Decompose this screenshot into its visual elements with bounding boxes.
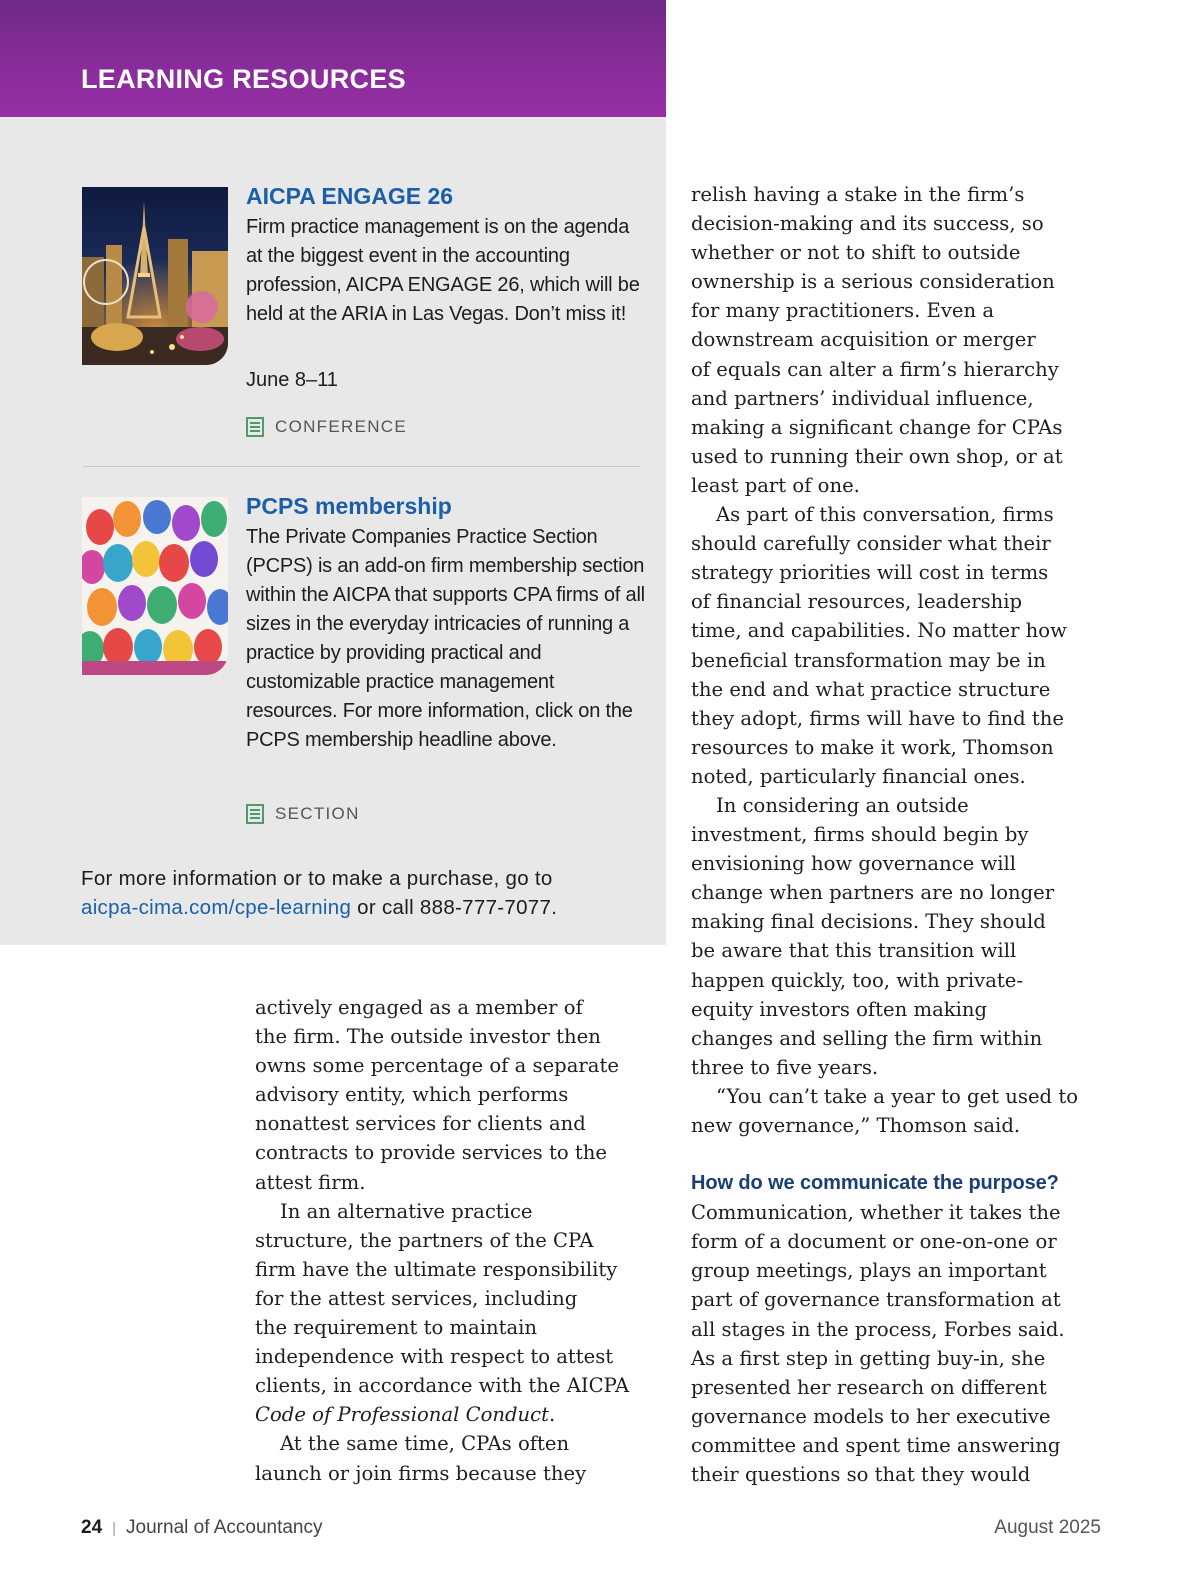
text-line: As part of this conversation, firms xyxy=(716,503,1054,527)
text-line: all stages in the process, Forbes said. xyxy=(691,1317,1065,1341)
text-line: firm have the ultimate responsibility xyxy=(255,1257,618,1281)
paragraph xyxy=(691,180,1111,500)
learning-resources-header xyxy=(0,0,666,117)
text-line: noted, particularly financial ones. xyxy=(691,764,1026,788)
text-line: happen quickly, too, with private- xyxy=(691,968,1023,992)
text-line: the requirement to maintain xyxy=(255,1316,538,1340)
resource-divider xyxy=(83,466,640,467)
section-subhead: How do we communicate the purpose? xyxy=(691,1172,1059,1195)
text-line: the firm. The outside investor then xyxy=(255,1025,601,1049)
text-line: of financial resources, leadership xyxy=(691,590,1023,614)
list-icon xyxy=(246,417,264,437)
text-line: independence with respect to attest xyxy=(255,1345,614,1369)
text-line: Communication, whether it takes the xyxy=(691,1201,1061,1225)
paragraph xyxy=(255,1197,665,1430)
paragraph xyxy=(691,500,1111,791)
text-line: launch or join firms because they xyxy=(255,1461,587,1485)
engage-tag xyxy=(246,417,407,437)
pcps-tag xyxy=(246,804,360,824)
text-line: actively engaged as a member of xyxy=(255,996,583,1019)
text-line: relish having a stake in the firm’s xyxy=(691,183,1025,206)
text-line: change when partners are no longer xyxy=(691,881,1055,905)
las-vegas-thumbnail[interactable] xyxy=(82,187,228,365)
text-line: clients, in accordance with the AICPA xyxy=(255,1374,630,1398)
text-line: equity investors often making xyxy=(691,997,988,1021)
learning-resources-panel xyxy=(0,0,666,945)
article-left-column xyxy=(255,993,665,1488)
paragraph xyxy=(691,1082,1111,1140)
text-line: presented her research on different xyxy=(691,1375,1047,1399)
text-line: their questions so that they would xyxy=(691,1463,1031,1487)
list-icon xyxy=(246,804,264,824)
text-line: time, and capabilities. No matter how xyxy=(691,619,1067,643)
paragraph xyxy=(691,791,1111,1082)
paragraph xyxy=(255,1429,665,1487)
footer-text-after: or call 888-777-7077. xyxy=(357,896,558,919)
text-line: ownership is a serious consideration xyxy=(691,270,1055,294)
text-line: group meetings, plays an important xyxy=(691,1259,1047,1283)
text-line: committee and spent time answering xyxy=(691,1433,1061,1457)
text-line: investment, firms should begin by xyxy=(691,823,1029,847)
page-number: 24 xyxy=(81,1517,103,1538)
text-line: governance models to her executive xyxy=(691,1404,1051,1428)
text-line: whether or not to shift to outside xyxy=(691,241,1021,265)
publication-name: Journal of Accountancy xyxy=(126,1517,323,1538)
pcps-description: The Private Companies Practice Section (PCPS) is an add-on firm membership section within the AICPA that supports CPA firms of all sizes in the everyday intricacies of running a practice by providing practical and customizable practice management resources. For more information, click on the PCPS membership headline above. xyxy=(246,526,645,751)
text-line: making a significant change for CPAs xyxy=(691,415,1063,439)
footer-text-before: For more information or to make a purchase, go to xyxy=(81,867,553,890)
footer-separator: | xyxy=(112,1520,117,1537)
text-line: used to running their own shop, or at xyxy=(691,444,1063,468)
engage-description: Firm practice management is on the agenda at the biggest event in the accounting profession, AICPA ENGAGE 26, which will be held at the ARIA in Las Vegas. Don’t miss it! xyxy=(246,216,640,325)
text-line: three to five years. xyxy=(691,1055,879,1079)
text-line: attest firm. xyxy=(255,1170,366,1194)
period: . xyxy=(549,1403,556,1427)
text-line: As a first step in getting buy-in, she xyxy=(691,1346,1046,1370)
text-line: be aware that this transition will xyxy=(691,939,1017,963)
text-line: contracts to provide services to the xyxy=(255,1141,607,1165)
text-line: should carefully consider what their xyxy=(691,532,1051,556)
text-line: new governance,” Thomson said. xyxy=(691,1114,1021,1137)
text-line: At the same time, CPAs often xyxy=(280,1432,570,1456)
engage-tag-label: CONFERENCE xyxy=(275,417,408,436)
text-line: and partners’ individual influence, xyxy=(691,386,1034,410)
text-line: part of governance transformation at xyxy=(691,1288,1061,1312)
text-line: structure, the partners of the CPA xyxy=(255,1228,594,1252)
paragraph xyxy=(255,993,665,1197)
text-line: resources to make it work, Thomson xyxy=(691,735,1054,759)
text-line: least part of one. xyxy=(691,473,860,497)
colorful-silhouettes-image xyxy=(82,497,228,675)
text-line: the end and what practice structure xyxy=(691,677,1051,701)
text-line: nonattest services for clients and xyxy=(255,1112,586,1136)
text-line: owns some percentage of a separate xyxy=(255,1054,619,1078)
text-line: In an alternative practice xyxy=(280,1199,533,1223)
text-line: of equals can alter a firm’s hierarchy xyxy=(691,357,1059,381)
paragraph xyxy=(691,1198,1111,1489)
text-line: making final decisions. They should xyxy=(691,910,1046,934)
text-line xyxy=(255,1400,665,1429)
code-title: Code of Professional Conduct xyxy=(255,1403,550,1427)
learning-resources-title: LEARNING RESOURCES xyxy=(81,64,406,94)
engage-title-link[interactable]: AICPA ENGAGE 26 xyxy=(246,183,454,209)
text-line: changes and selling the firm within xyxy=(691,1026,1043,1050)
text-line: they adopt, firms will have to find the xyxy=(691,706,1065,730)
text-line: envisioning how governance will xyxy=(691,852,1017,876)
text-line: “You can’t take a year to get used to xyxy=(716,1084,1078,1108)
pcps-thumbnail[interactable] xyxy=(82,497,228,675)
text-line: downstream acquisition or merger xyxy=(691,328,1036,352)
text-line: strategy priorities will cost in terms xyxy=(691,561,1049,585)
text-line: for the attest services, including xyxy=(255,1286,578,1310)
text-line: for many practitioners. Even a xyxy=(691,299,995,323)
article-right-column xyxy=(691,180,1111,1489)
text-line: decision-making and its success, so xyxy=(691,212,1044,236)
issue-date: August 2025 xyxy=(994,1517,1101,1538)
las-vegas-night-image xyxy=(82,187,228,365)
pcps-title-link[interactable]: PCPS membership xyxy=(246,493,452,519)
text-line: advisory entity, which performs xyxy=(255,1083,569,1107)
learning-resources-footer xyxy=(81,864,651,922)
engage-date: June 8–11 xyxy=(246,369,338,391)
cpe-learning-link[interactable]: aicpa-cima.com/cpe-learning xyxy=(81,896,352,919)
text-line: beneficial transformation may be in xyxy=(691,648,1046,672)
text-line: form of a document or one-on-one or xyxy=(691,1230,1057,1254)
page-footer xyxy=(81,1517,1101,1543)
text-line: In considering an outside xyxy=(716,793,969,817)
pcps-tag-label: SECTION xyxy=(275,804,360,823)
